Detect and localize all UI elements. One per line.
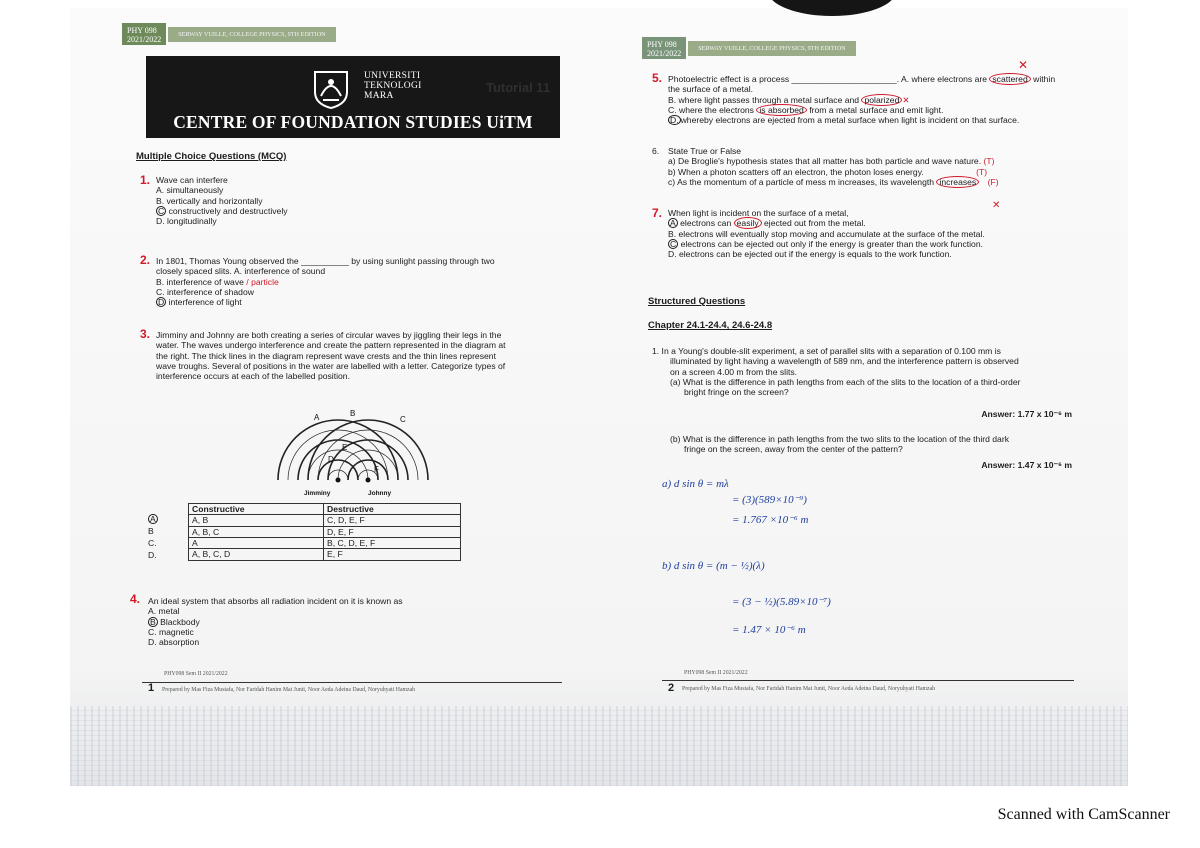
table-cell: E, F	[324, 549, 461, 560]
page-2-footer-small: PHY098 Sem II 2021/2022	[684, 670, 748, 676]
table-row	[189, 515, 461, 526]
mcq-title: Multiple Choice Questions (MCQ)	[136, 151, 287, 162]
q5-option-d	[668, 115, 1080, 125]
q6-title: State True or False	[668, 146, 742, 156]
work-b-line-1: b) d sin θ = (m − ½)(λ)	[662, 560, 765, 572]
q5-b-text: B. where light passes through a metal surface and	[668, 94, 860, 105]
header-constructive: Constructive	[189, 504, 324, 515]
table-cell: A, B	[189, 515, 324, 526]
q4-option-a: A. metal	[148, 606, 180, 617]
tutorial-label: Tutorial 11	[486, 80, 551, 95]
page-2	[640, 34, 1080, 704]
session-2: 2021/2022	[647, 49, 682, 59]
q3-line-3: the right. The thick lines in the diagram represent wave crests and the thin lines represent	[156, 350, 496, 361]
answer-table	[188, 503, 461, 561]
table-row-label-c: C.	[148, 538, 157, 548]
scan-noise	[70, 706, 1128, 786]
q6-a	[668, 156, 1080, 166]
q5-line-1	[668, 74, 1080, 84]
sq1-line-5: bright fringe on the screen?	[684, 387, 789, 398]
question-2	[140, 253, 566, 308]
q7-easily: easily	[734, 217, 762, 229]
q1-d-text: longitudinally	[166, 216, 217, 227]
q5-option-c	[668, 105, 1080, 115]
q5-number: 5.	[652, 71, 663, 85]
q4-option-d: D. absorption	[148, 637, 200, 648]
work-a-line-3: = 1.767 ×10⁻⁶ m	[732, 514, 809, 526]
table-row	[189, 549, 461, 560]
q6-cross-mark: ✕	[992, 200, 1001, 211]
q7-a-circle: A	[670, 218, 676, 229]
diagram-label-a: A	[314, 413, 320, 422]
q1-c-circle: C	[158, 205, 165, 216]
camscanner-watermark: Scanned with CamScanner	[997, 806, 1170, 823]
q1-option-a: A. simultaneously	[156, 185, 224, 196]
table-row	[189, 526, 461, 537]
diagram-label-d: D	[328, 455, 334, 464]
q5-text-1b: within	[1033, 74, 1056, 84]
q5-d-text: whereby electrons are ejected from a metal surface when light is incident on that surface.	[680, 115, 1020, 126]
q1-option-b: B. vertically and horizontally	[156, 195, 263, 206]
q2-option-b	[156, 277, 566, 287]
question-4	[130, 592, 403, 648]
q3-line-1: Jimminy and Johnny are both creating a series of circular waves by jiggling their legs in the	[156, 330, 502, 340]
university-name	[364, 72, 422, 102]
q3-line-2: water. The waves undergo interference and create the pattern represented in the diagram at	[156, 340, 506, 351]
q2-b-note: / particle	[246, 276, 279, 287]
q6-a-answer: (T)	[983, 156, 995, 167]
course-tag-2	[642, 37, 686, 59]
page-2-header	[642, 34, 856, 62]
q5-cross-mark: ✕	[1018, 58, 1029, 72]
q2-b-text: B. interference of wave	[156, 276, 244, 287]
row-label-a-circle: A	[150, 514, 156, 524]
q5-text-1: Photoelectric effect is a process ______________________. A. where electrons are	[668, 74, 987, 84]
structured-questions-title: Structured Questions	[648, 296, 746, 307]
q4-text: An ideal system that absorbs all radiation incident on it is known as	[148, 596, 403, 606]
sq1-line-2: illuminated by light having a wavelength of 589 nm, and the interference pattern is observed	[670, 356, 1019, 367]
q4-b-text: Blackbody	[160, 616, 200, 627]
q1-text: Wave can interfere	[156, 175, 228, 185]
q1-c-text: constructively and destructively	[168, 205, 288, 216]
q7-a-text-2: ejected out from the metal.	[764, 218, 866, 229]
q7-c-circle: C	[670, 238, 677, 249]
q3-line-4: wave troughs. Several of positions in the water are labelled with a letter. Categorize types of	[156, 360, 506, 371]
q6-c-text: c) As the momentum of a particle of mess m increases, its wavelength	[668, 176, 935, 187]
sq1-part-b	[670, 434, 1080, 455]
sq1-b-line-1: (b) What is the difference in path lengths from the two slits to the location of the third dark	[670, 434, 1009, 444]
q1-option-d	[156, 216, 288, 226]
diagram-source-right: Johnny	[368, 490, 392, 497]
table-cell: A	[189, 537, 324, 548]
table-cell: B, C, D, E, F	[324, 537, 461, 548]
cfs-banner	[146, 56, 560, 138]
answer-b: Answer: 1.47 x 10⁻⁶ m	[981, 460, 1072, 470]
sq1-line-4: (a) What is the difference in path lengths from each of the slits to the location of a third-order	[670, 376, 1021, 387]
q7-a-text-1: electrons can	[680, 218, 732, 229]
q7-option-a	[668, 218, 1080, 228]
diagram-label-f: F	[374, 465, 379, 474]
q1-d-label: D.	[156, 216, 165, 227]
diagram-label-e: E	[342, 443, 348, 452]
page-1-number: 1	[148, 682, 155, 694]
question-5	[652, 71, 1080, 126]
session: 2021/2022	[127, 35, 162, 45]
q6-b-text: b) When a photon scatters off an electron, the photon loses energy.	[668, 166, 924, 177]
uitm-logo-icon	[311, 68, 351, 110]
table-cell: D, E, F	[324, 526, 461, 537]
table-row-label-b: B	[148, 526, 154, 536]
table-header-row	[189, 504, 461, 515]
course-title-2: SERWAY VUILLE, COLLEGE PHYSICS, 9TH EDITION	[688, 41, 855, 56]
q6-b	[668, 167, 1080, 177]
sq1-line-3: on a screen 4.00 m from the slits.	[670, 366, 798, 377]
q5-scattered: scattered	[989, 73, 1030, 85]
structured-question-1	[652, 346, 1076, 398]
q7-option-c	[668, 239, 1080, 249]
page-1-header	[122, 20, 336, 48]
q5-absorbed: is absorbed	[756, 104, 806, 116]
work-a-line-2: = (3)(589×10⁻⁹)	[732, 494, 807, 506]
table-cell: C, D, E, F	[324, 515, 461, 526]
question-1	[140, 173, 288, 227]
uni-line-3: MARA	[364, 90, 394, 101]
chapter-title: Chapter 24.1-24.4, 24.6-24.8	[648, 320, 773, 331]
diagram-label-b: B	[350, 409, 356, 418]
q1-option-c	[156, 206, 288, 216]
diagram-label-c: C	[400, 415, 406, 424]
q5-c-text-2: from a metal surface and emit light.	[809, 104, 944, 115]
page-1	[128, 20, 578, 710]
q2-d-text: interference of light	[168, 297, 242, 308]
q5-option-b	[668, 95, 1080, 105]
page-1-footer-line	[142, 682, 562, 683]
page-2-number: 2	[668, 682, 675, 694]
table-row-label-a	[148, 514, 158, 524]
q5-c-text-1: C. where the electrons	[668, 104, 754, 115]
question-6	[652, 146, 1080, 187]
q2-d-circle: D	[158, 297, 165, 308]
page-1-prepared-by: Prepared by Mas Fiza Mustafa, Nor Faridah Hanim Mat Junit, Noor Aeda Adeina Daud, Noryuhyati Hamzah	[162, 687, 416, 693]
work-b-line-3: = 1.47 × 10⁻⁶ m	[732, 624, 806, 636]
q6-b-answer: (T)	[976, 166, 988, 177]
answer-a: Answer: 1.77 x 10⁻⁶ m	[981, 409, 1072, 419]
q7-c-text: electrons can be ejected out only if the energy is greater than the work function.	[680, 238, 984, 249]
question-3	[140, 327, 568, 382]
course-tag	[122, 23, 166, 45]
q6-c	[668, 177, 1080, 187]
q7-option-b: B. electrons will eventually stop moving and accumulate at the surface of the metal.	[668, 228, 985, 239]
q2-text-2: closely spaced slits. A. interference of sound	[156, 266, 326, 277]
diagram-source-left: Jimminy	[304, 490, 331, 497]
page-2-prepared-by: Prepared by Mas Fiza Mustafa, Nor Faridah Hanim Mat Junit, Noor Aeda Adeina Daud, Noryuhyati Hamzah	[682, 686, 936, 692]
uni-line-1: UNIVERSITI	[364, 71, 421, 81]
page-1-footer-small: PHY098 Sem II 2021/2022	[164, 671, 228, 677]
work-a-line-1: a) d sin θ = mλ	[662, 478, 729, 490]
q6-increases: increases	[936, 176, 979, 188]
q4-b-circle: B	[150, 616, 156, 627]
question-7	[652, 206, 1080, 260]
course-code-2: PHY 098	[647, 40, 677, 49]
sq1-line-1: 1. In a Young's double-slit experiment, a set of parallel slits with a separation of 0.100 mm is	[652, 346, 1001, 356]
q6-number: 6.	[652, 146, 660, 156]
work-b-line-2: = (3 − ½)(5.89×10⁻⁷)	[732, 596, 831, 608]
q5-d-circle: D.	[670, 115, 679, 126]
q3-line-5: interference occurs at each of the labelled position.	[156, 371, 350, 382]
centre-title: CENTRE OF FOUNDATION STUDIES UiTM	[173, 112, 533, 132]
q7-number: 7.	[652, 206, 663, 220]
uni-line-2: TEKNOLOGI	[364, 80, 422, 91]
page-2-footer-line	[662, 680, 1074, 681]
q3-number: 3.	[140, 327, 151, 341]
q6-c-answer: (F)	[987, 176, 999, 187]
course-code: PHY 098	[127, 26, 157, 35]
q6-a-text: a) De Broglie's hypothesis states that all matter has both particle and wave nature.	[668, 156, 982, 167]
q7-text: When light is incident on the surface of a metal,	[668, 208, 849, 218]
header-destructive: Destructive	[324, 504, 461, 515]
table-row	[189, 537, 461, 548]
interference-diagram	[268, 400, 448, 500]
q5-polarized: polarized	[861, 94, 902, 106]
q2-option-c: C. interference of shadow	[156, 286, 254, 297]
table-row-label-d: D.	[148, 550, 157, 560]
q7-option-d: D. electrons can be ejected out if the energy is equals to the work function.	[668, 249, 952, 260]
course-title: SERWAY VUILLE, COLLEGE PHYSICS, 9TH EDITION	[168, 27, 335, 42]
q1-number: 1.	[140, 173, 151, 187]
q4-option-c: C. magnetic	[148, 626, 194, 637]
q4-option-b	[148, 617, 403, 627]
table-cell: A, B, C, D	[189, 549, 324, 560]
q5-text-2: the surface of a metal.	[668, 84, 754, 95]
q4-number: 4.	[130, 592, 141, 606]
q2-text-1: In 1801, Thomas Young observed the __________ by using sunlight passing through two	[156, 256, 495, 266]
q2-number: 2.	[140, 253, 151, 267]
table-cell: A, B, C	[189, 526, 324, 537]
q2-option-d	[156, 297, 566, 307]
q5-b-cross: ✕	[902, 94, 910, 105]
sq1-b-line-2: fringe on the screen, away from the center of the pattern?	[684, 444, 903, 455]
